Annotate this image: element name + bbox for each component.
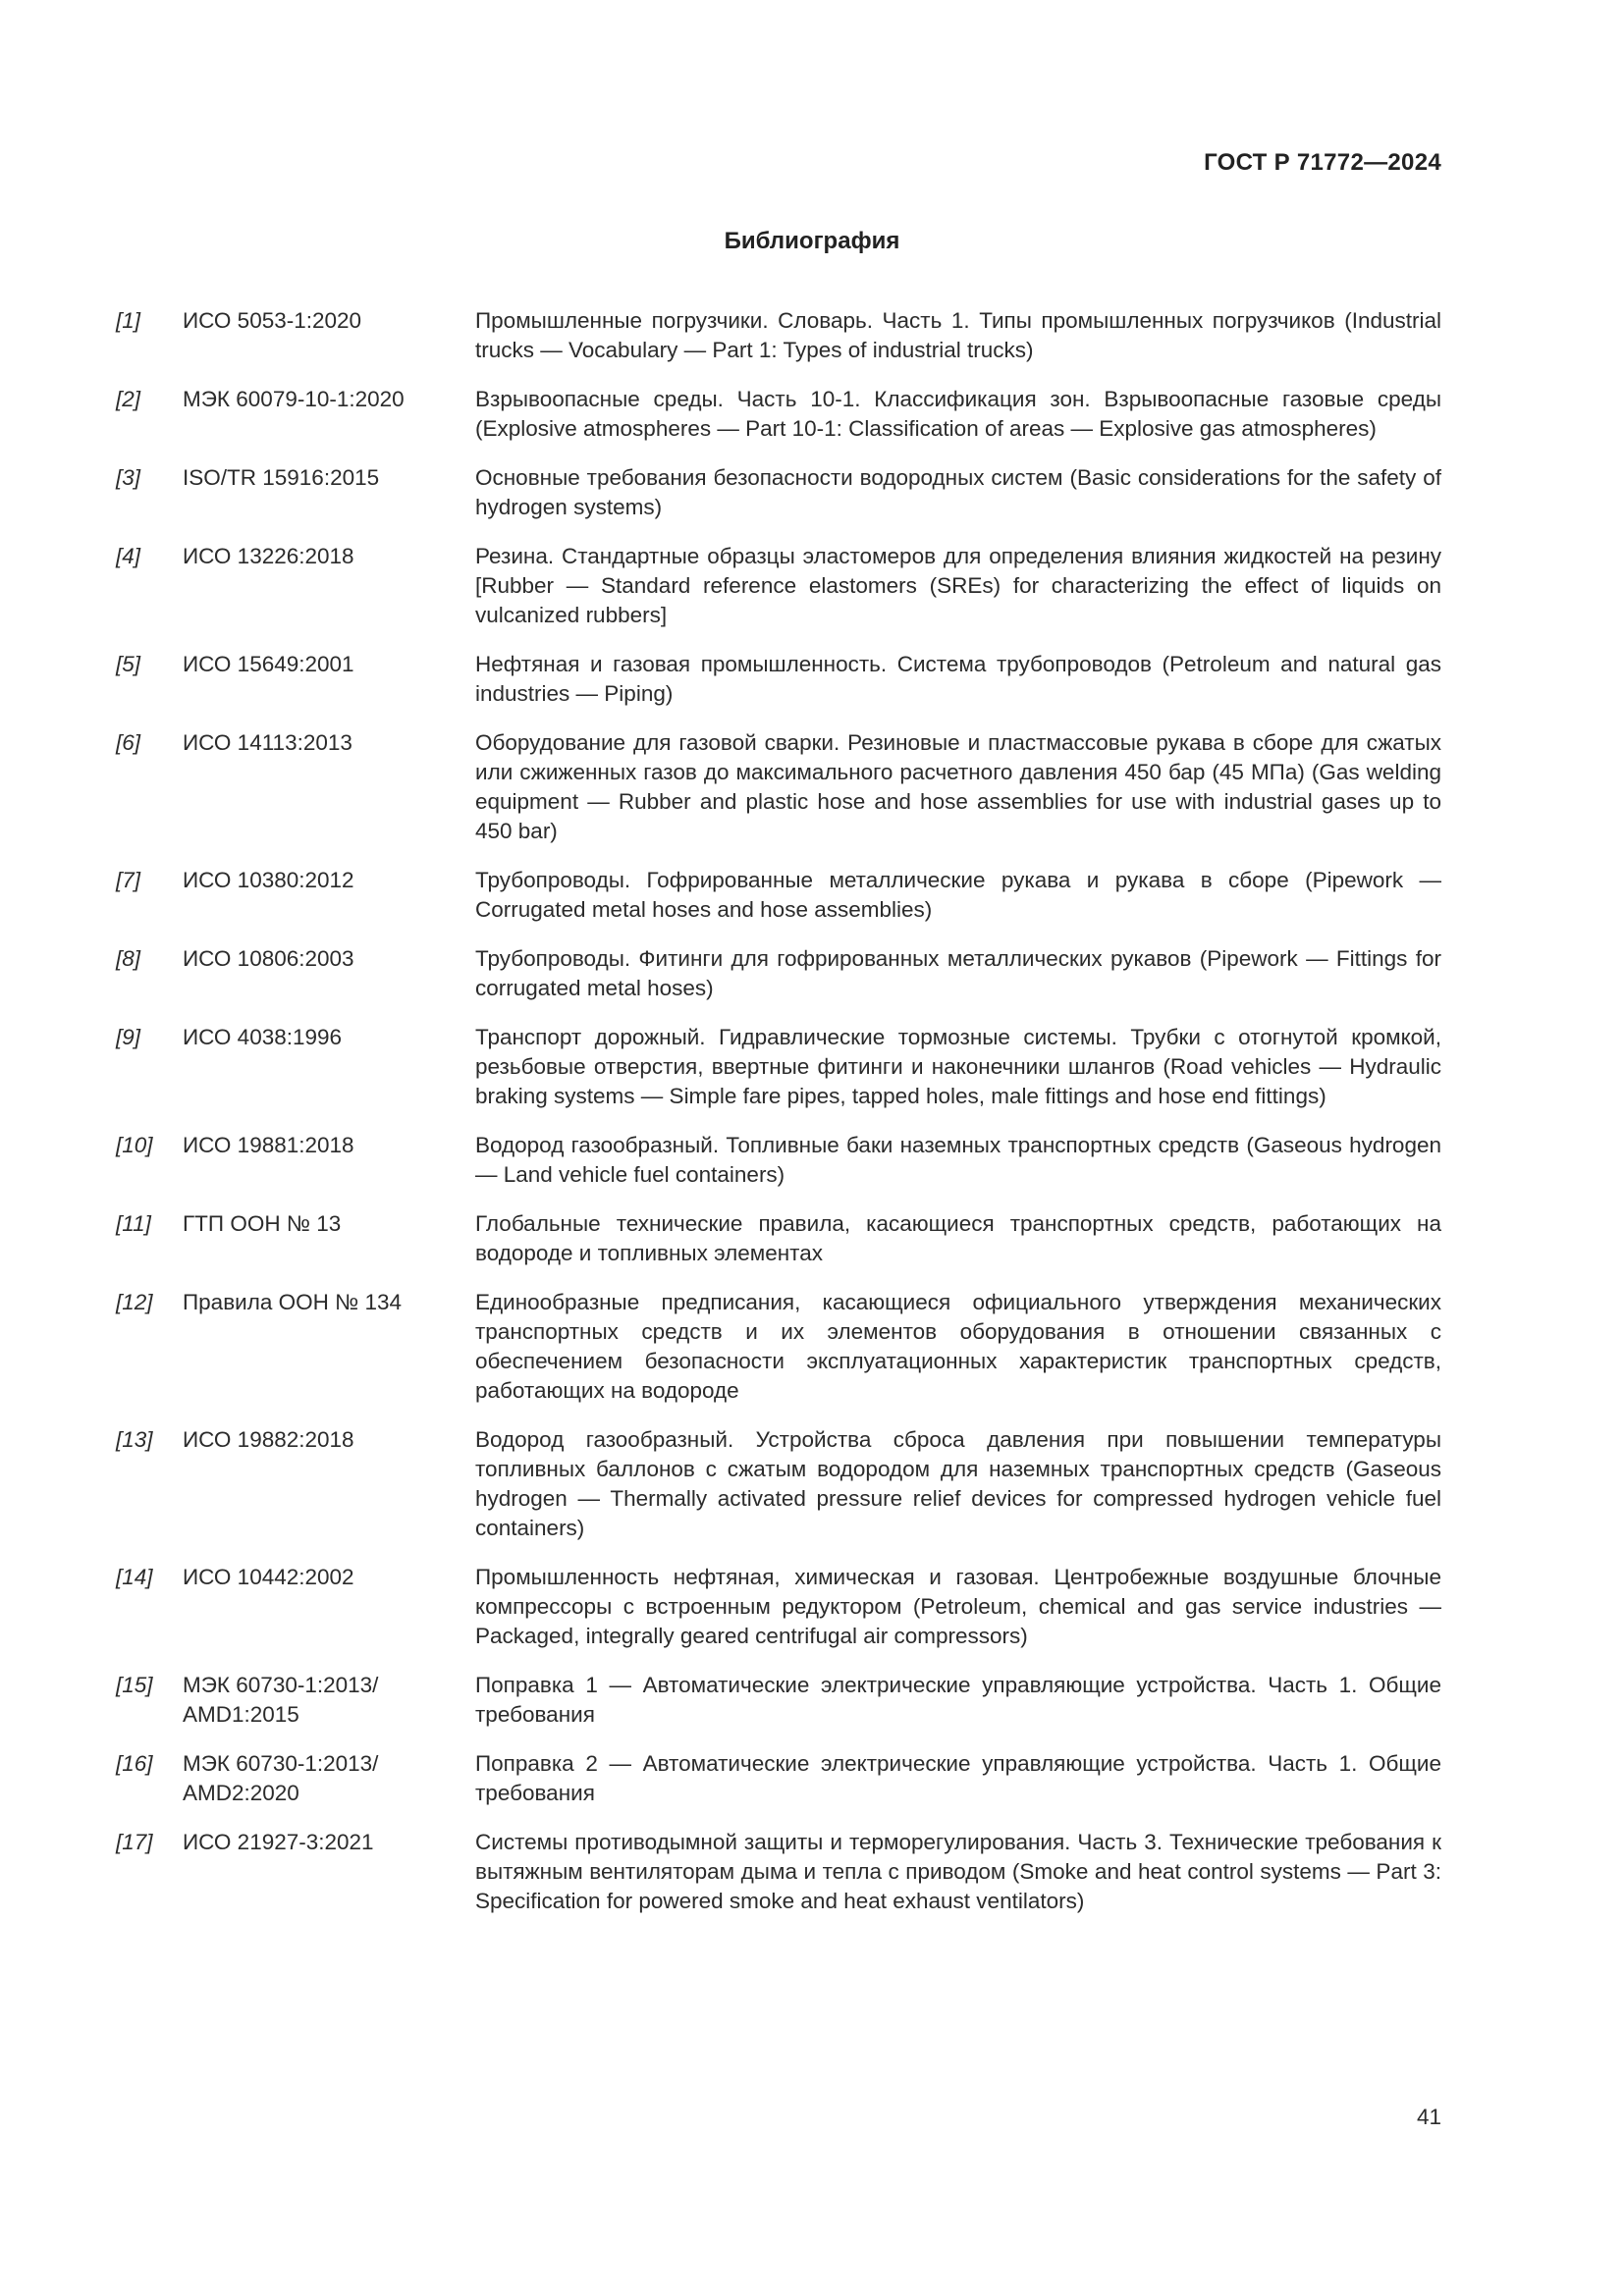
entry-description: Глобальные технические правила, касающиеся транспортных средств, работающих на водороде и топливных элементах <box>475 1211 1441 1265</box>
entry-description: Трубопроводы. Фитинги для гофрированных металлических рукавов (Pipework — Fittings for corrugated metal hoses) <box>475 946 1441 1000</box>
entry-standard-code: ИСО 5053-1:2020 <box>183 308 362 333</box>
bibliography-entry <box>116 728 1441 846</box>
entry-description: Водород газообразный. Топливные баки наземных транспортных средств (Gaseous hydrogen — Land vehicle fuel containers) <box>475 1133 1441 1187</box>
page-title: Библиография <box>724 228 900 254</box>
entry-description: Резина. Стандартные образцы эластомеров для определения влияния жидкостей на резину [Rubber — Standard reference elastomers (SREs) for characterizing the effect of liquids on vulcanized rubbers] <box>475 544 1441 627</box>
bibliography-entry <box>116 542 1441 630</box>
entry-number: [13] <box>116 1427 153 1452</box>
entry-standard-code: ISO/TR 15916:2015 <box>183 465 380 490</box>
entry-number: [1] <box>116 308 141 333</box>
entry-standard-code: ИСО 19881:2018 <box>183 1133 354 1157</box>
entry-standard-code: ИСО 10380:2012 <box>183 868 354 892</box>
bibliography-list <box>116 306 1441 1936</box>
entry-standard-code: ИСО 13226:2018 <box>183 544 354 568</box>
entry-number: [12] <box>116 1290 153 1314</box>
bibliography-entry <box>116 944 1441 1003</box>
entry-description: Промышленность нефтяная, химическая и газовая. Центробежные воздушные блочные компрессоры с встроенным редуктором (Petroleum, chemical and gas service industries — Packaged, integrally geared centrifugal air compressors) <box>475 1565 1441 1648</box>
bibliography-entry <box>116 650 1441 709</box>
entry-description: Поправка 1 — Автоматические электрические управляющие устройства. Часть 1. Общие требования <box>475 1673 1441 1727</box>
entry-description: Нефтяная и газовая промышленность. Система трубопроводов (Petroleum and natural gas industries — Piping) <box>475 652 1441 706</box>
entry-number: [7] <box>116 868 141 892</box>
bibliography-entry <box>116 1749 1441 1808</box>
entry-number: [15] <box>116 1673 153 1697</box>
entry-number: [11] <box>116 1211 151 1236</box>
entry-standard-code: ИСО 15649:2001 <box>183 652 354 676</box>
bibliography-entry <box>116 1563 1441 1651</box>
entry-standard-code: ИСО 10806:2003 <box>183 946 354 971</box>
entry-standard-code: ИСО 21927-3:2021 <box>183 1830 374 1854</box>
entry-standard-code: ИСО 14113:2013 <box>183 730 352 755</box>
entry-number: [5] <box>116 652 141 676</box>
entry-description: Единообразные предписания, касающиеся официального утверждения механических транспортных средств и их элементов оборудования в отношении связанных с обеспечением безопасности эксплуатационных характеристик транспортных средств, работающих на водороде <box>475 1290 1441 1403</box>
entry-description: Взрывоопасные среды. Часть 10-1. Классификация зон. Взрывоопасные газовые среды (Explosive atmospheres — Part 10-1: Classification of areas — Explosive gas atmospheres) <box>475 387 1441 441</box>
entry-standard-code: ИСО 19882:2018 <box>183 1427 354 1452</box>
entry-description: Транспорт дорожный. Гидравлические тормозные системы. Трубки с отогнутой кромкой, резьбовые отверстия, ввертные фитинги и наконечники шлангов (Road vehicles — Hydraulic braking systems — Simple fare pipes, tapped holes, male fittings and hose end fittings) <box>475 1025 1441 1108</box>
bibliography-entry <box>116 1023 1441 1111</box>
entry-description: Промышленные погрузчики. Словарь. Часть 1. Типы промышленных погрузчиков (Industrial trucks — Vocabulary — Part 1: Types of industrial trucks) <box>475 308 1441 362</box>
entry-number: [10] <box>116 1133 153 1157</box>
entry-number: [17] <box>116 1830 153 1854</box>
entry-standard-code: МЭК 60730-1:2013/ AMD2:2020 <box>183 1751 379 1805</box>
entry-number: [6] <box>116 730 141 755</box>
entry-description: Основные требования безопасности водородных систем (Basic considerations for the safety of hydrogen systems) <box>475 465 1441 519</box>
entry-number: [16] <box>116 1751 153 1776</box>
entry-number: [2] <box>116 387 141 411</box>
entry-number: [14] <box>116 1565 153 1589</box>
page-number: 41 <box>1416 2105 1441 2129</box>
entry-description: Системы противодымной защиты и терморегулирования. Часть 3. Технические требования к вытяжным вентиляторам дыма и тепла с приводом (Smoke and heat control systems — Part 3: Specification for powered smoke and heat exhaust ventilators) <box>475 1830 1441 1913</box>
bibliography-entry <box>116 866 1441 925</box>
bibliography-entry <box>116 1209 1441 1268</box>
entry-standard-code: МЭК 60079-10-1:2020 <box>183 387 405 411</box>
bibliography-entry <box>116 1131 1441 1190</box>
entry-number: [4] <box>116 544 141 568</box>
bibliography-entry <box>116 385 1441 444</box>
entry-standard-code: МЭК 60730-1:2013/ AMD1:2015 <box>183 1673 379 1727</box>
bibliography-entry <box>116 1288 1441 1406</box>
entry-standard-code: ИСО 4038:1996 <box>183 1025 343 1049</box>
entry-standard-code: ГТП ООН № 13 <box>183 1211 342 1236</box>
bibliography-entry <box>116 463 1441 522</box>
bibliography-entry <box>116 1671 1441 1730</box>
bibliography-entry <box>116 306 1441 365</box>
entry-description: Водород газообразный. Устройства сброса давления при повышении температуры топливных баллонов с сжатым водородом для наземных транспортных средств (Gaseous hydrogen — Thermally activated pressure relief devices for compressed hydrogen vehicle fuel containers) <box>475 1427 1441 1540</box>
entry-description: Оборудование для газовой сварки. Резиновые и пластмассовые рукава в сборе для сжатых или сжиженных газов до максимального расчетного давления 450 бар (45 МПа) (Gas welding equipment — Rubber and plastic hose and hose assemblies for use with industrial gases up to 450 bar) <box>475 730 1441 843</box>
entry-standard-code: Правила ООН № 134 <box>183 1290 403 1314</box>
entry-number: [8] <box>116 946 141 971</box>
bibliography-entry <box>116 1828 1441 1916</box>
entry-number: [9] <box>116 1025 141 1049</box>
document-standard-id: ГОСТ Р 71772—2024 <box>1204 149 1441 176</box>
entry-standard-code: ИСО 10442:2002 <box>183 1565 354 1589</box>
entry-description: Трубопроводы. Гофрированные металлические рукава и рукава в сборе (Pipework — Corrugated metal hoses and hose assemblies) <box>475 868 1441 922</box>
entry-number: [3] <box>116 465 141 490</box>
entry-description: Поправка 2 — Автоматические электрические управляющие устройства. Часть 1. Общие требования <box>475 1751 1441 1805</box>
bibliography-entry <box>116 1425 1441 1543</box>
